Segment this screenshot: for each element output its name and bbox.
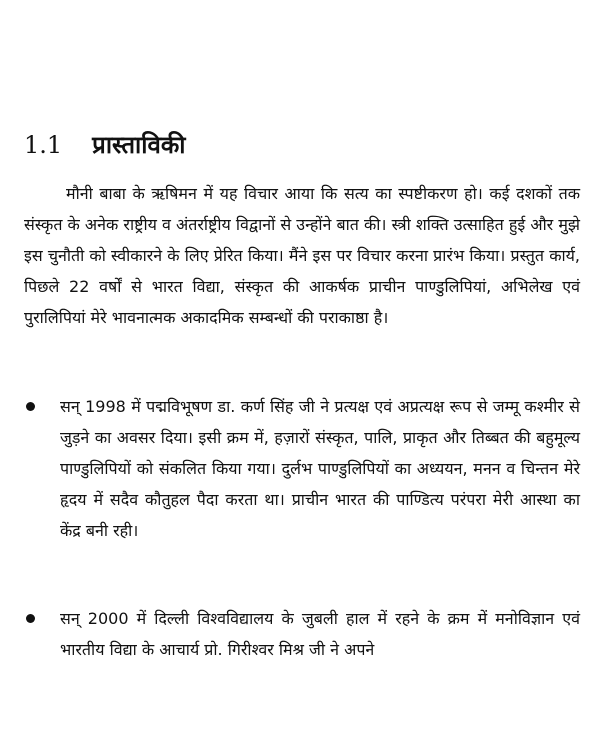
bullet-dot-icon <box>26 614 35 623</box>
bullet-text: सन् 1998 में पद्मविभूषण डा. कर्ण सिंह जी ने प्रत्यक्ष एवं अप्रत्यक्ष रूप से जम्मू कश्मीर से जुड़ने का अवसर दिया। इसी क्रम में, हज़ारों संस्कृत, पालि, प्राकृत और तिब्बत की बहुमूल्य पाण्डुलिपियों को संकलित किया गया। दुर्लभ पाण्डुलिपियों का अध्ययन, मनन व चिन्तन मेरे हृदय में सदैव कौतुहल पैदा करता था। प्राचीन भारत की पाण्डित्य परंपरा मेरी आस्था का केंद्र बनी रही। <box>60 397 580 540</box>
bullet-item-2000 <box>24 603 580 665</box>
section-title: प्रास्ताविकी <box>92 131 186 159</box>
intro-paragraph: मौनी बाबा के ऋषिमन में यह विचार आया कि सत्य का स्पष्टीकरण हो। कई दशकों तक संस्कृत के अनेक राष्ट्रीय व अंतर्राष्ट्रीय विद्वानों से उन्होंने बात की। स्त्री शक्ति उत्साहित हुई और मुझे इस चुनौती को स्वीकारने के लिए प्रेरित किया। मैंने इस पर विचार करना प्रारंभ किया। प्रस्तुत कार्य, पिछले 22 वर्षों से भारत विद्या, संस्कृत की आकर्षक प्राचीन पाण्डुलिपियां, अभिलेख एवं पुरालिपियां मेरे भावनात्मक अकादमिक सम्बन्धों की पराकाष्ठा है। <box>24 184 580 327</box>
bullet-text: सन् 2000 में दिल्ली विश्वविद्यालय के जुबली हाल में रहने के क्रम में मनोविज्ञान एवं भारतीय विद्या के आचार्य प्रो. गिरीश्वर मिश्र जी ने अपने <box>60 609 580 659</box>
section-heading <box>24 128 185 162</box>
bullet-item-1998 <box>24 391 580 546</box>
section-number: 1.1 <box>24 131 63 159</box>
bullet-dot-icon <box>26 402 35 411</box>
